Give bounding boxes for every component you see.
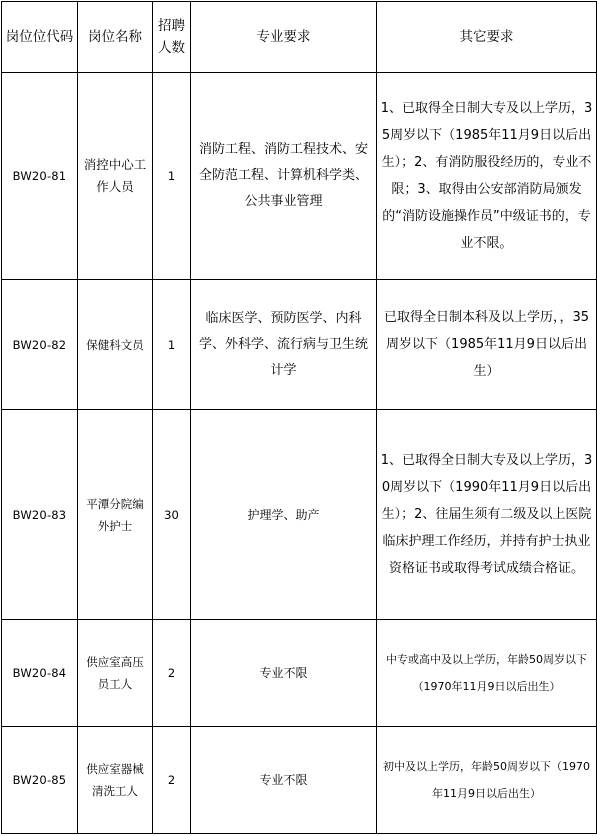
header-major-requirement: 专业要求	[191, 2, 377, 73]
other-requirement-cell: 1、已取得全日制大专及以上学历，30周岁以下（1990年11月9日以后出生）；2、往届生须有二级及以上医院临床护理工作经历，并持有护士执业资格证书或取得考试成绩合格证。	[377, 410, 597, 620]
hiring-count-cell: 1	[153, 73, 191, 280]
position-code-cell: BW20-85	[2, 727, 78, 834]
other-requirement-cell: 初中及以上学历，年龄50周岁以下（1970年11月9日以后出生）	[377, 727, 597, 834]
position-name-cell: 供应室器械清洗工人	[78, 727, 153, 834]
position-name-cell: 消控中心工作人员	[78, 73, 153, 280]
position-code-cell: BW20-81	[2, 73, 78, 280]
major-requirement-cell: 专业不限	[191, 620, 377, 727]
header-other-requirement: 其它要求	[377, 2, 597, 73]
position-code-cell: BW20-84	[2, 620, 78, 727]
major-requirement-cell: 专业不限	[191, 727, 377, 834]
table-row	[2, 727, 597, 834]
table-row	[2, 73, 597, 280]
header-position-code: 岗位位代码	[2, 2, 78, 73]
other-requirement-cell: 已取得全日制本科及以上学历，，35周岁以下（1985年11月9日以后出生）	[377, 280, 597, 410]
hiring-count-cell: 2	[153, 620, 191, 727]
position-name-cell: 平潭分院编外护士	[78, 410, 153, 620]
position-code-cell: BW20-82	[2, 280, 78, 410]
recruitment-table	[1, 1, 597, 834]
position-code-cell: BW20-83	[2, 410, 78, 620]
other-requirement-cell: 1、已取得全日制大专及以上学历，35周岁以下（1985年11月9日以后出生）；2、有消防服役经历的，专业不限；3、取得由公安部消防局颁发的“消防设施操作员”中级证书的，专业不限。	[377, 73, 597, 280]
header-position-name: 岗位名称	[78, 2, 153, 73]
table-row	[2, 620, 597, 727]
position-name-cell: 供应室高压员工人	[78, 620, 153, 727]
header-hiring-count: 招聘人数	[153, 2, 191, 73]
major-requirement-cell: 护理学、助产	[191, 410, 377, 620]
hiring-count-cell: 30	[153, 410, 191, 620]
major-requirement-cell: 消防工程、消防工程技术、安全防范工程、计算机科学类、公共事业管理	[191, 73, 377, 280]
table-row	[2, 410, 597, 620]
table-row	[2, 280, 597, 410]
hiring-count-cell: 1	[153, 280, 191, 410]
hiring-count-cell: 2	[153, 727, 191, 834]
header-row	[2, 2, 597, 73]
other-requirement-cell: 中专或高中及以上学历，年龄50周岁以下（1970年11月9日以后出生）	[377, 620, 597, 727]
position-name-cell: 保健科文员	[78, 280, 153, 410]
major-requirement-cell: 临床医学、预防医学、内科学、外科学、流行病与卫生统计学	[191, 280, 377, 410]
